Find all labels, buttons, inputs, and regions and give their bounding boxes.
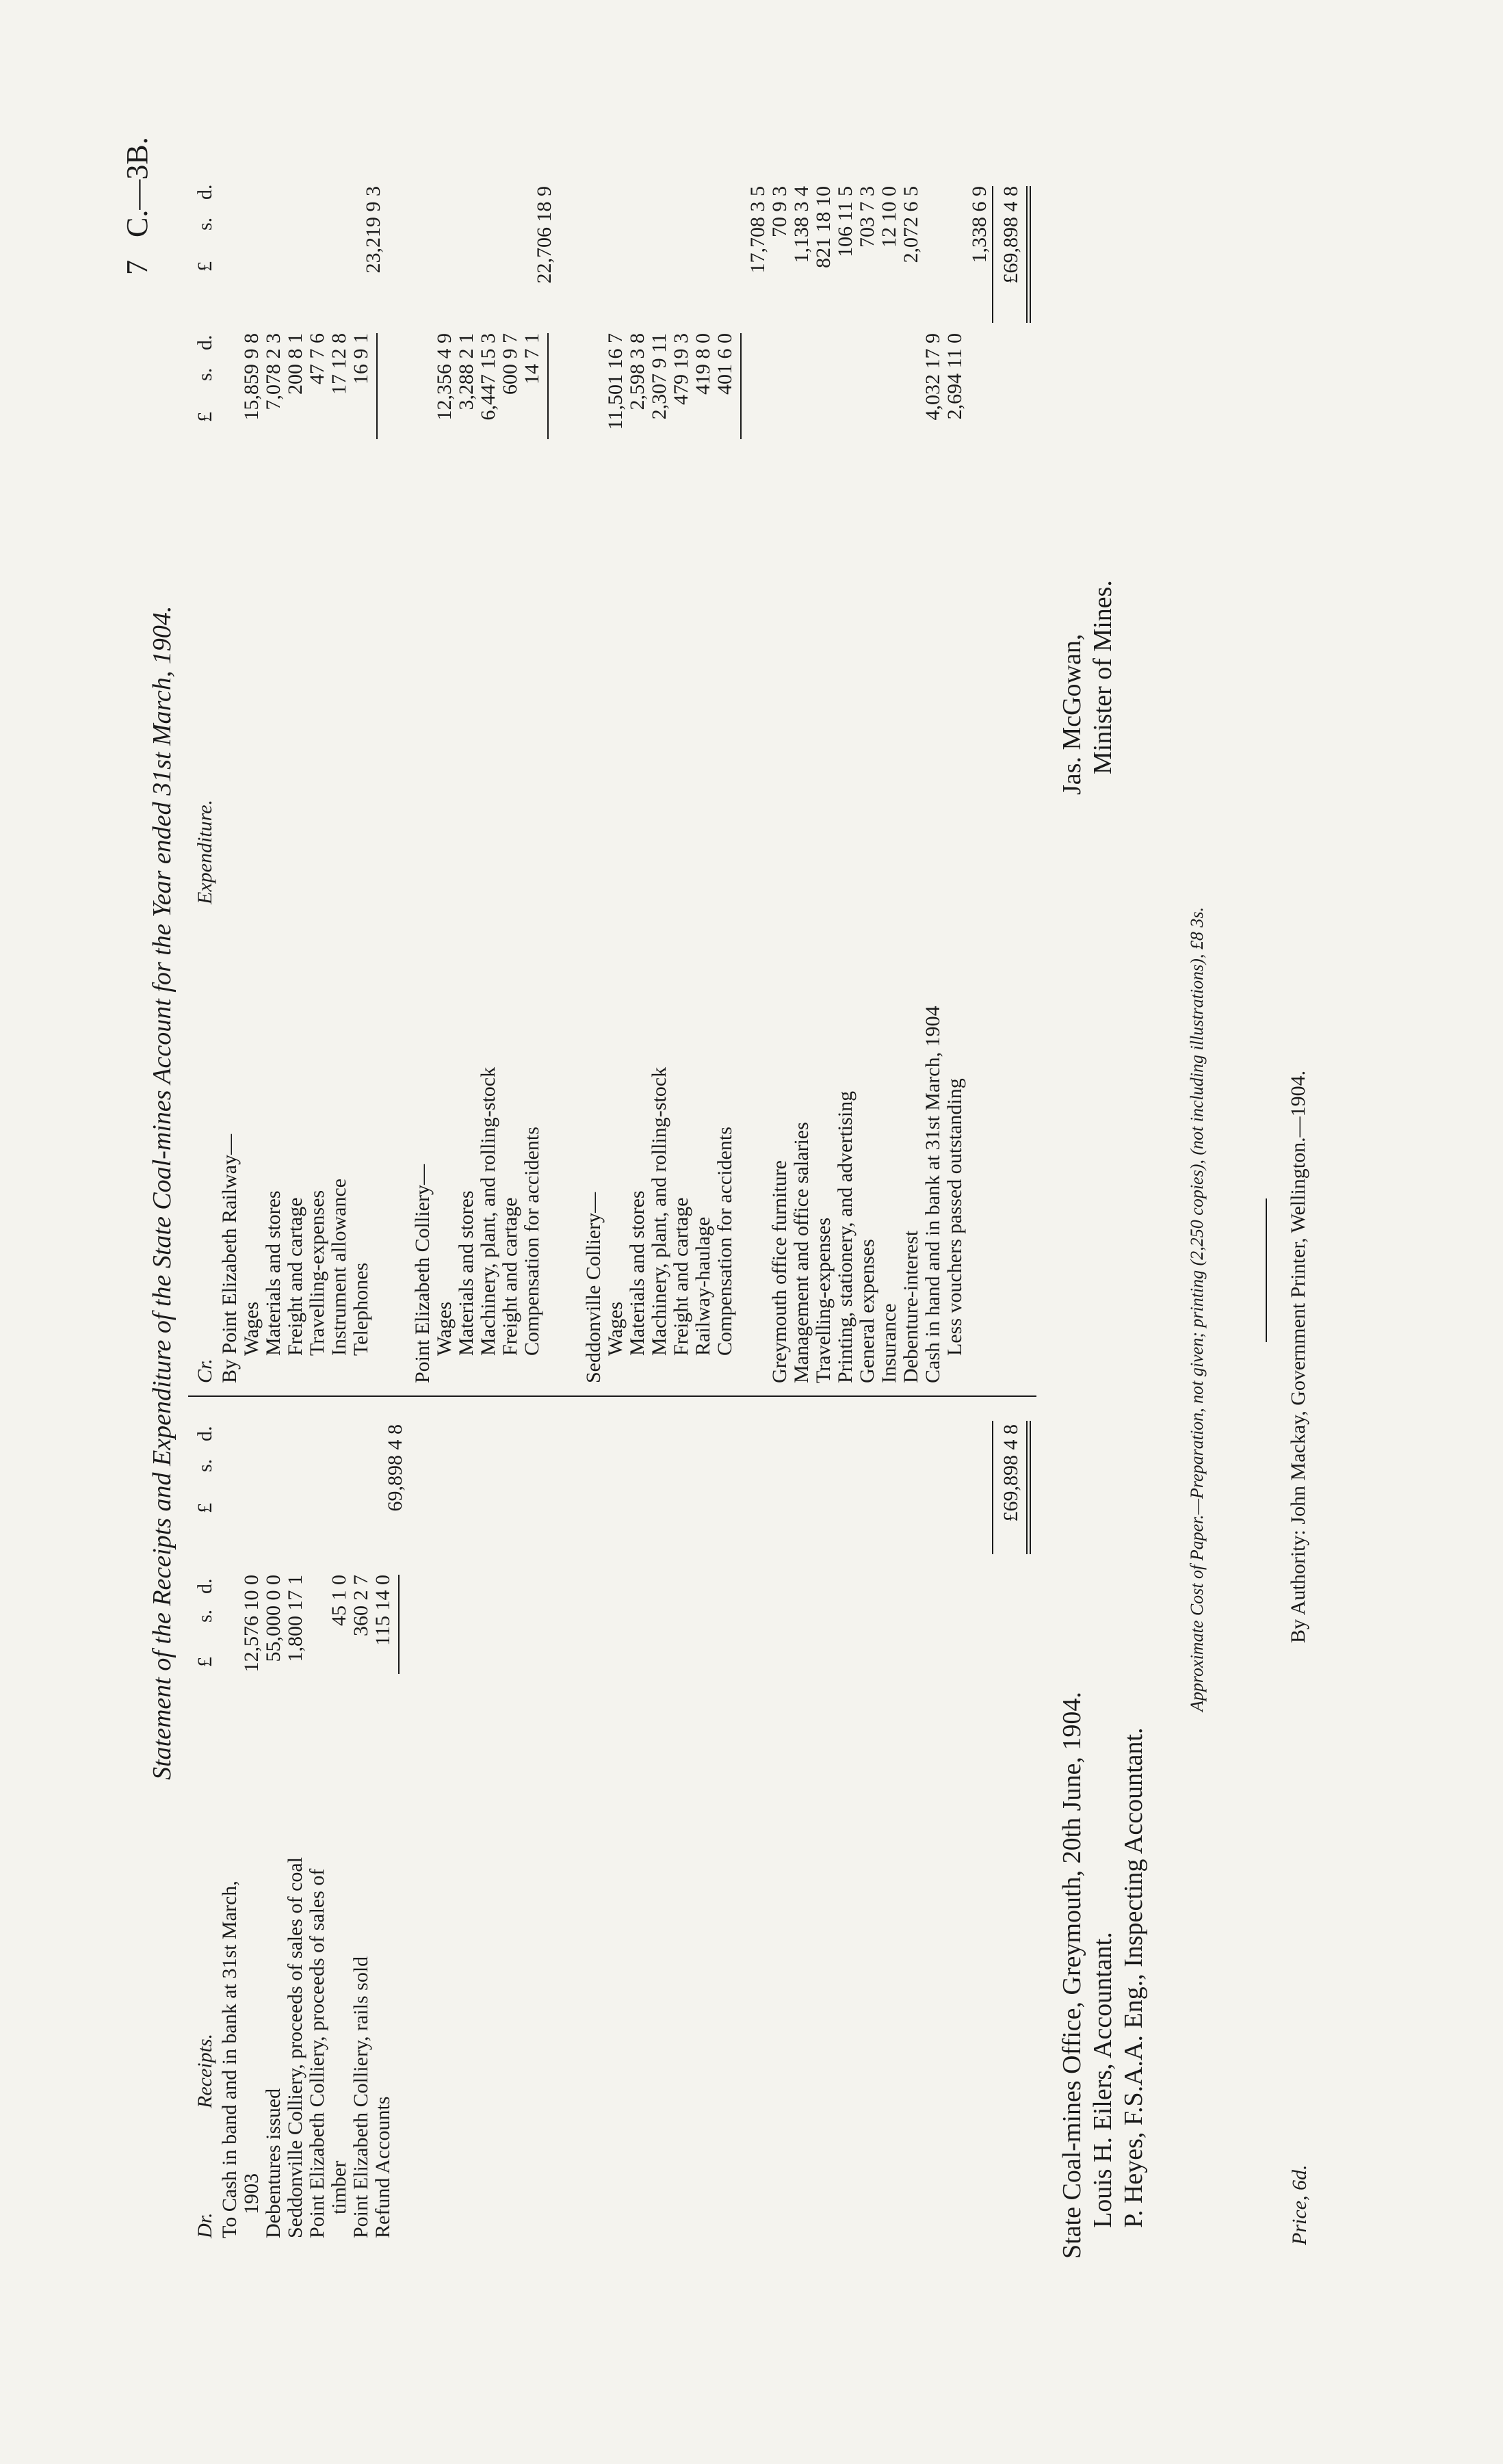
expenditure-amount: 821 18 10 (812, 186, 835, 268)
expenditure-label: Materials and stores (626, 1190, 649, 1356)
expenditure-label: Telephones (350, 1262, 372, 1356)
expenditure-label: Debenture-interest (900, 1230, 922, 1383)
cash-net: 1,338 6 9 (968, 186, 991, 263)
expenditure-amount: 600 9 7 (499, 333, 521, 395)
rule (740, 333, 742, 439)
col-header: £ (194, 412, 216, 422)
col-header: d. (194, 1578, 216, 1594)
expenditure-label: Freight and cartage (499, 1197, 521, 1356)
expenditure-label: Greymouth office furniture (768, 1159, 791, 1383)
receipt-amount: 1,800 17 1 (284, 1575, 306, 1662)
document-reference: C.—3B. (120, 137, 154, 237)
expenditure-label: Management and office salaries (790, 1122, 813, 1383)
expenditure-amount: 2,072 6 5 (900, 186, 922, 263)
accountant-signature: Louis H. Eilers, Accountant. (1088, 1932, 1117, 2228)
expenditure-label: Travelling-expenses (812, 1217, 835, 1383)
expenditure-label: Wages (604, 1301, 627, 1356)
expenditure-amount: 479 19 3 (670, 333, 692, 405)
receipt-label: Point Elizabeth Colliery, rails sold (350, 1956, 372, 2238)
rule (1026, 1421, 1028, 1554)
col-header: d. (194, 1426, 216, 1441)
expenditure-label: Printing, stationery, and advertising (834, 1090, 857, 1383)
col-header: s. (194, 367, 216, 381)
rule (1030, 1421, 1031, 1554)
expenditure-amount: 6,447 15 3 (477, 333, 499, 421)
rule (398, 1575, 400, 1674)
expenditure-label: Freight and cartage (284, 1197, 306, 1356)
col-header: s. (194, 1609, 216, 1623)
expenditure-label: Machinery, plant, and rolling-stock (477, 1066, 499, 1356)
expenditure-amount: 12 10 0 (878, 186, 900, 248)
expenditure-amount: 703 7 3 (856, 186, 878, 248)
expenditure-amount: 70 9 3 (768, 186, 791, 237)
office-date: State Coal-mines Office, Greymouth, 20th June, 1904. (1058, 1692, 1086, 2259)
receipt-label: timber (328, 2160, 350, 2214)
expenditure-label: Freight and cartage (670, 1197, 692, 1356)
expenditure-amount: 2,307 9 11 (648, 333, 670, 420)
group-total: 23,219 9 3 (362, 186, 384, 274)
expenditure-label: Compensation for accidents (714, 1127, 736, 1356)
receipt-amount: 55,000 0 0 (262, 1575, 285, 1662)
receipt-label: Point Elizabeth Colliery, proceeds of sales of (306, 1868, 328, 2238)
page-number: 7 (120, 260, 154, 275)
expenditure-amount: 11,501 16 7 (604, 333, 627, 430)
dr-label: Dr. (194, 2212, 216, 2238)
expenditure-label: Compensation for accidents (521, 1127, 543, 1356)
expenditure-amount: 106 11 5 (834, 186, 857, 257)
expenditure-amount: 47 7 6 (306, 333, 328, 384)
expenditure-amount: 16 9 1 (350, 333, 372, 384)
cr-label: Cr. (194, 1359, 216, 1383)
group-title: By Point Elizabeth Railway— (218, 1133, 241, 1383)
less-label: Less vouchers passed outstanding (943, 1078, 966, 1356)
expenditure-label: Materials and stores (455, 1190, 478, 1356)
expenditure-amount: 3,288 2 1 (455, 333, 478, 410)
receipt-amount: 45 1 0 (328, 1575, 350, 1626)
expenditure-amount: 419 8 0 (692, 333, 714, 395)
col-header: d. (194, 184, 216, 200)
col-header: £ (194, 1657, 216, 1667)
rule (1030, 186, 1031, 323)
col-header: s. (194, 217, 216, 231)
receipts-grand-total: £69,898 4 8 (999, 1424, 1022, 1522)
cash-amount: 4,032 17 9 (922, 333, 944, 421)
expenditure-label: Wages (433, 1301, 456, 1356)
receipt-label: Seddonville Colliery, proceeds of sales of coal (284, 1857, 306, 2238)
receipt-label: Debentures issued (262, 2088, 285, 2238)
expenditure-amount: 12,356 4 9 (433, 333, 456, 421)
col-header: d. (194, 335, 216, 350)
expenditure-amount: 401 6 0 (714, 333, 736, 395)
receipt-label: Refund Accounts (371, 2096, 394, 2238)
expenditure-label: Instrument allowance (328, 1178, 350, 1356)
receipt-amount: 360 2 7 (350, 1575, 372, 1636)
col-header: s. (194, 1458, 216, 1472)
group-total: 22,706 18 9 (533, 186, 556, 284)
expenditure-grand-total: £69,898 4 8 (999, 186, 1022, 284)
expenditure-heading: Expenditure. (194, 799, 216, 904)
rule (992, 186, 993, 323)
col-header: £ (194, 1503, 216, 1513)
receipts-heading: Receipts. (194, 2033, 216, 2108)
col-header: £ (194, 261, 216, 272)
inspector-signature: P. Heyes, F.S.A.A. Eng., Inspecting Accountant. (1119, 1727, 1148, 2228)
less-amount: 2,694 11 0 (943, 333, 966, 420)
rule (992, 1421, 993, 1554)
minister-title: Minister of Mines. (1088, 580, 1117, 774)
price: Price, 6d. (1288, 2164, 1311, 2245)
group-title: Seddonville Colliery— (582, 1192, 605, 1383)
printer-authority: By Authority: John Mackay, Government Printer, Wellington.—1904. (1287, 1070, 1309, 1643)
receipts-subtotal: 69,898 4 8 (384, 1424, 406, 1512)
cost-note: Approximate Cost of Paper.—Preparation, not given; printing (2,250 copies), (not including illustrations), £8 3s. (1187, 907, 1207, 1712)
expenditure-label: Materials and stores (262, 1190, 285, 1356)
rule (1266, 1198, 1267, 1342)
expenditure-label: Railway-haulage (692, 1216, 714, 1356)
expenditure-label: Insurance (878, 1303, 900, 1383)
receipt-label: 1903 (240, 2173, 263, 2214)
group-title: Point Elizabeth Colliery— (411, 1164, 434, 1383)
expenditure-amount: 14 7 1 (521, 333, 543, 384)
cash-label: Cash in hand and in bank at 31st March, 1904 (922, 1006, 944, 1383)
minister-name: Jas. McGowan, (1058, 633, 1086, 795)
expenditure-label: Travelling-expenses (306, 1190, 328, 1356)
expenditure-amount: 1,138 3 4 (790, 186, 813, 263)
receipt-amount: 115 14 0 (371, 1575, 394, 1646)
receipt-amount: 12,576 10 0 (240, 1575, 263, 1673)
expenditure-amount: 200 8 1 (284, 333, 306, 395)
statement-title: Statement of the Receipts and Expenditure of the State Coal-mines Account for the Year ended 31st March, 1904. (148, 605, 177, 1780)
rule (1026, 186, 1028, 323)
group-total: 17,708 3 5 (746, 186, 769, 274)
receipt-label: To Cash in band and in bank at 31st March, (218, 1880, 241, 2238)
expenditure-label: Wages (240, 1301, 263, 1356)
column-divider (188, 1395, 1036, 1397)
expenditure-label: Machinery, plant, and rolling-stock (648, 1066, 670, 1356)
expenditure-amount: 15,859 9 8 (240, 333, 263, 421)
expenditure-amount: 17 12 8 (328, 333, 350, 395)
expenditure-amount: 7,078 2 3 (262, 333, 285, 410)
expenditure-amount: 2,598 3 8 (626, 333, 649, 410)
expenditure-label: General expenses (856, 1239, 878, 1383)
